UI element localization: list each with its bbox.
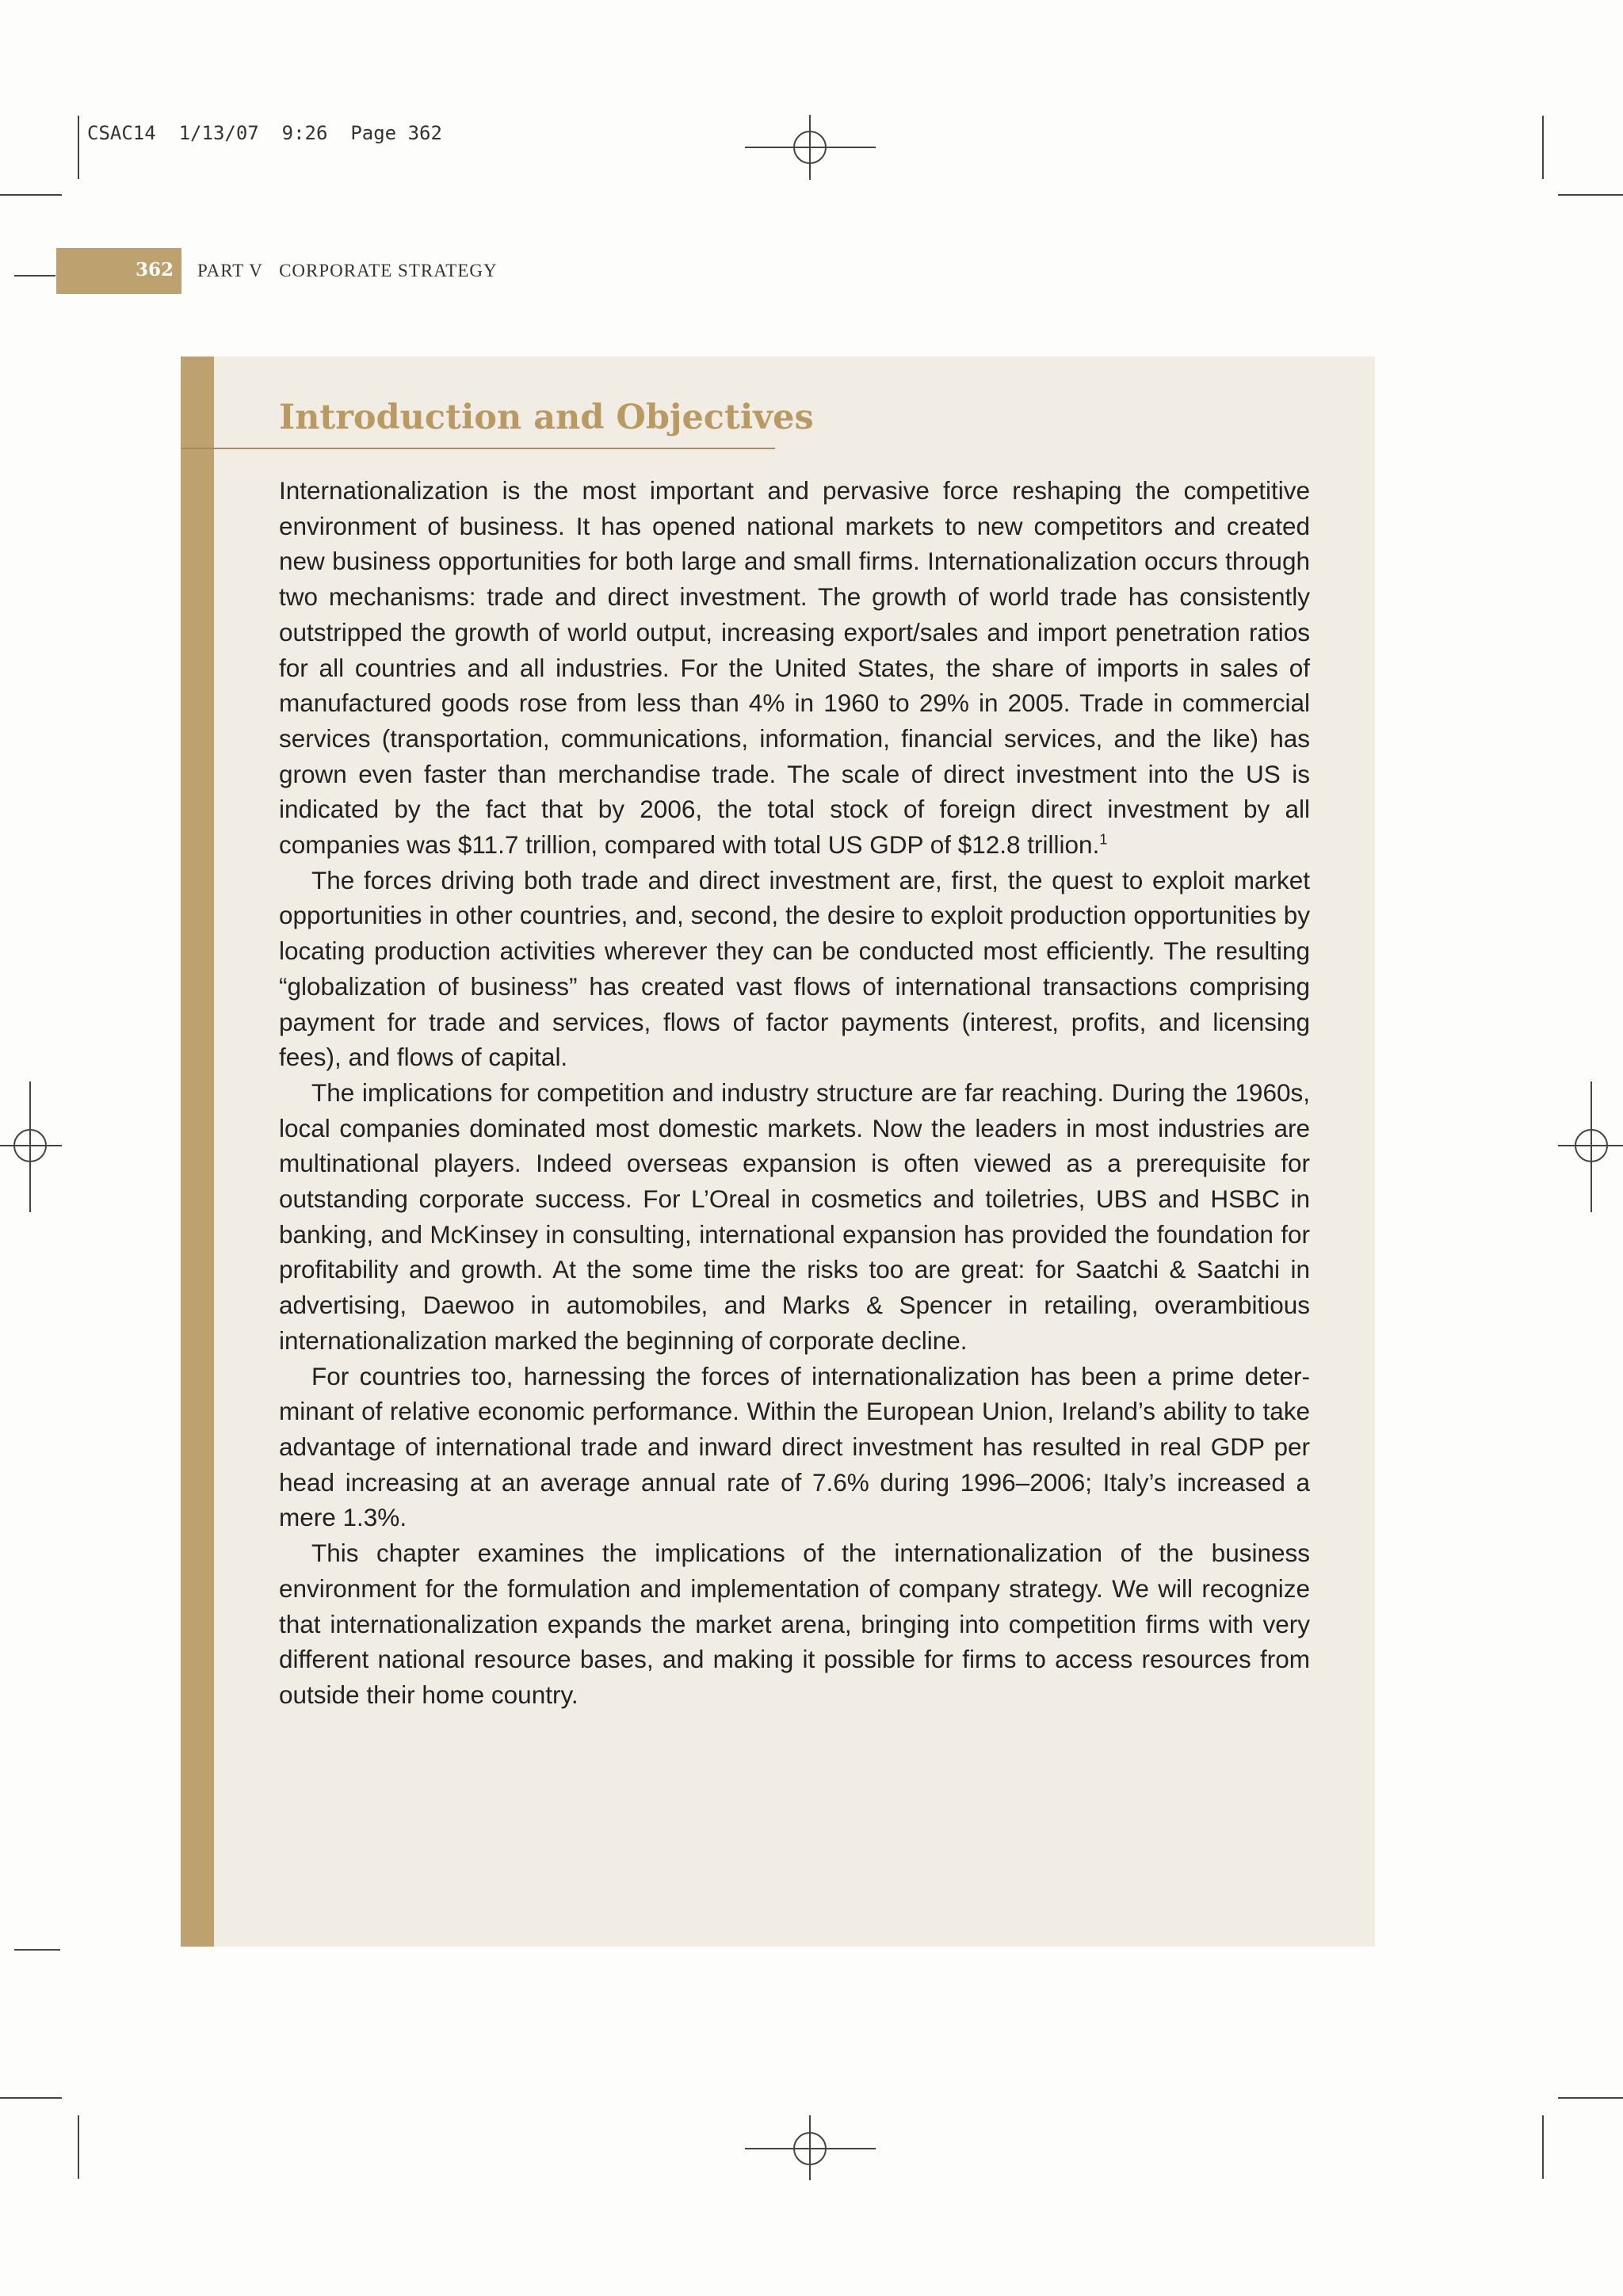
running-header-section: CORPORATE STRATEGY [279, 261, 498, 280]
crop-mark-bottom-right-vertical [1542, 2115, 1544, 2179]
paragraph-3: The implications for competition and industry structure are far reaching. During the 1960s, local companies dominated most domestic markets. Now the leaders in most industries are multinational players. Indeed overseas expansion is often viewed as a prerequisite for outstanding corporate success. For L’Oreal in cosmetics and toiletries, UBS and HSBC in banking, and McKinsey in consulting, international expansion has provided the foundation for profitability and growth. At the some time the risks too are great: for Saatchi & Saatchi in advertising, Daewoo in automobiles, and Marks & Spencer in retailing, overambitious internationalization marked the beginning of corporate decline. [279, 1077, 1310, 1355]
box-accent-bar [181, 357, 214, 1947]
crop-mark-top-right-vertical [1542, 116, 1544, 179]
crop-mark-bottom-right-horizontal [1558, 2097, 1623, 2099]
paragraph-1-text: Internationalization is the most important and pervasive force reshaping the competitive environment of business. It has opened national markets to new competitors and created new business opportunities for both large and small firms. Internationalization occurs through two mechanisms: trade and direct investment. The growth of world trade has consistently outstripped the growth of world output, increasing export/sales and import penetration ratios for all countries and all industries. For the United States, the share of imports in sales of manufactured goods rose from less than 4% in 1960 to 29% in 2005. Trade in commercial services (transportation, communications, information, financial services, and the like) has grown even faster than merchandise trade. The scale of direct investment into the US is indicated by the fact that by 2006, the total stock of foreign direct investment by all companies was $11.7 trillion, compared with total US GDP of $12.8 trillion. [279, 476, 1310, 860]
registration-mark-bottom-circle [793, 2132, 827, 2165]
page-number-tab [56, 248, 181, 294]
registration-mark-left-circle [13, 1129, 47, 1162]
crop-mark-bottom-left-vertical [78, 2115, 79, 2179]
box-body [279, 473, 1310, 1713]
crop-mark-left-mid [14, 1949, 60, 1951]
paragraph-1 [279, 473, 1310, 863]
crop-mark-top-left-vertical [78, 116, 79, 179]
running-header [197, 261, 498, 281]
introduction-box [181, 357, 1375, 1947]
crop-mark-top-right-horizontal [1558, 194, 1623, 196]
box-title-rule [181, 448, 775, 449]
paragraph-4: For countries too, harnessing the forces of internationalization has been a prime determinant of relative economic performance. Within the European Union, Ireland’s ability to take advantage of international trade and inward direct investment has resulted in real GDP per head increasing at an average annual rate of 7.6% during 1996–2006; Italy’s increased a mere 1.3%. [279, 1361, 1310, 1532]
registration-mark-right-circle [1575, 1129, 1608, 1162]
footnote-marker: 1 [1099, 831, 1108, 848]
registration-mark-top-circle [793, 131, 827, 164]
crop-mark-top-left-horizontal [0, 194, 62, 196]
page-number: 362 [135, 259, 174, 280]
crop-mark-bottom-left-horizontal [0, 2097, 62, 2099]
paragraph-5: This chapter examines the implications of the internationalization of the business environment for the formulation and implementation of company strategy. We will recognize that internationalization expands the market arena, bringing into competition firms with very different national resource bases, and making it possible for firms to access resources from outside their home country. [279, 1539, 1310, 1709]
paragraph-2: The forces driving both trade and direct investment are, first, the quest to exploit market opportunities in other countries, and, second, the desire to exploit production opportunities by locating production activities wherever they can be conducted most efficiently. The resulting “globalization of business” has created vast flows of international transactions comprising payment for trade and services, flows of factor payments (interest, profits, and licensing fees), and flows of capital. [279, 865, 1310, 1072]
crop-mark-left-head [14, 275, 55, 277]
running-header-part: PART V [197, 261, 263, 280]
box-title: Introduction and Objectives [279, 398, 814, 437]
printer-slug: CSAC14 1/13/07 9:26 Page 362 [87, 122, 442, 144]
